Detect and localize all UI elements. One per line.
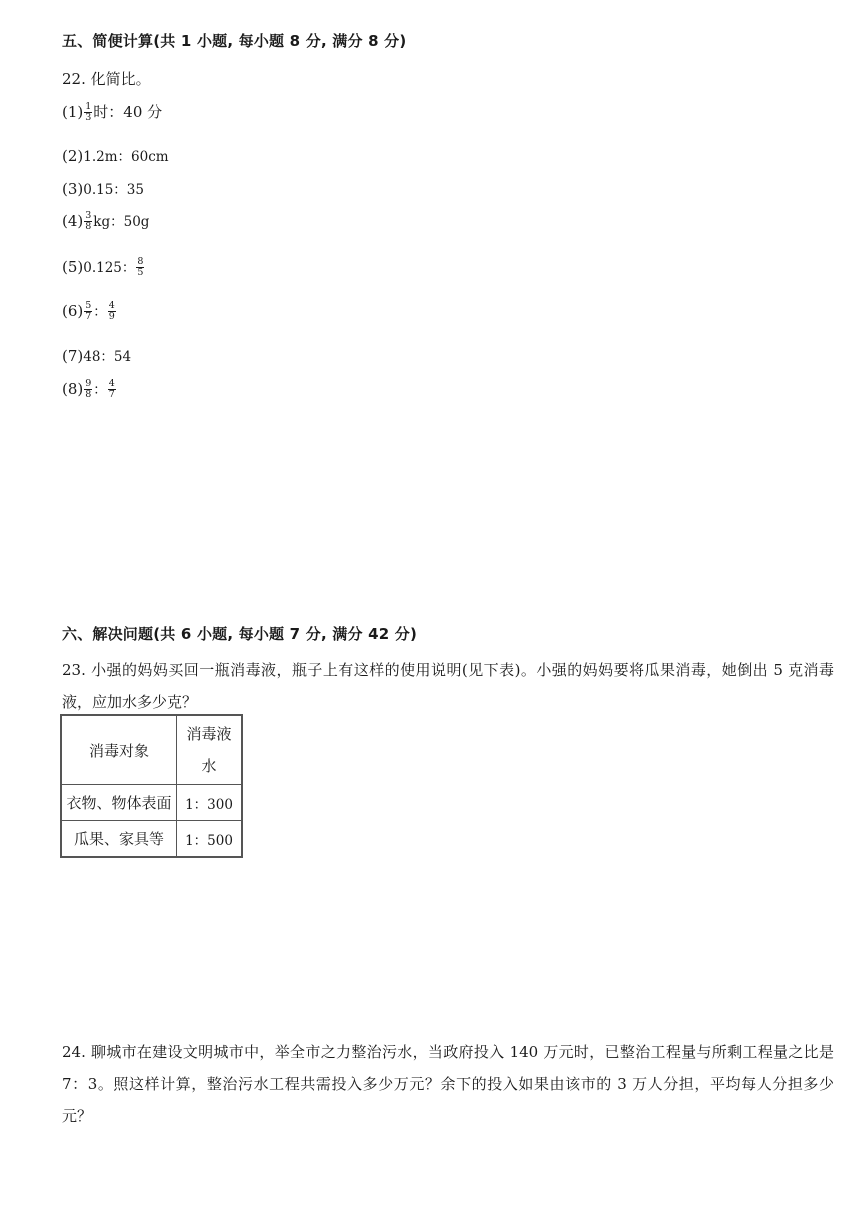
header-ratio-line1: 消毒液: [186, 725, 232, 743]
item-label: (8): [62, 380, 84, 398]
q22-item-8: [62, 378, 117, 401]
item-expression: 48：54: [83, 349, 132, 365]
cell-ratio: 1：500: [177, 821, 243, 858]
denominator: 8: [85, 220, 92, 232]
item-expression: 时：40 分: [93, 103, 163, 121]
cell-object: 衣物、物体表面: [61, 785, 177, 821]
q22-item-5: [62, 256, 145, 279]
numerator: 4: [108, 377, 115, 389]
numerator: 8: [137, 255, 144, 267]
cell-object: 瓜果、家具等: [61, 821, 177, 858]
question-23-text: 23. 小强的妈妈买回一瓶消毒液，瓶子上有这样的使用说明(见下表)。小强的妈妈要将瓜果消毒，她倒出 5 克消毒液，应加水多少克？: [62, 661, 834, 711]
numerator: 4: [108, 299, 115, 311]
fraction: [84, 211, 92, 232]
item-label: (1): [62, 103, 84, 121]
q22-item-4: [62, 210, 149, 233]
question-22-title: 22. 化简比。: [62, 70, 151, 88]
fraction: [84, 102, 92, 123]
item-label: (5): [62, 258, 84, 276]
denominator: 7: [108, 388, 115, 400]
section-6-heading: 六、解决问题(共 6 小题, 每小题 7 分, 满分 42 分): [62, 625, 418, 643]
denominator: 8: [85, 388, 92, 400]
fraction: [84, 301, 92, 322]
header-object: 消毒对象: [61, 715, 177, 785]
section-5-heading: 五、简便计算(共 1 小题, 每小题 8 分, 满分 8 分): [62, 32, 407, 50]
q22-item-7: [62, 345, 131, 365]
fraction: [108, 379, 116, 400]
item-label: (2): [62, 147, 84, 165]
denominator: 3: [85, 111, 92, 123]
q22-item-3: [62, 178, 144, 198]
table-row: [61, 821, 242, 858]
denominator: 9: [108, 310, 115, 322]
header-ratio-line2: 水: [201, 757, 217, 775]
fraction: [136, 257, 144, 278]
denominator: 7: [85, 310, 92, 322]
q22-item-6: [62, 300, 117, 323]
cell-ratio: 1：300: [177, 785, 243, 821]
item-expression: 0.15：35: [83, 182, 144, 198]
fraction: [108, 301, 116, 322]
item-label: (7): [62, 347, 84, 365]
question-24-text: 24. 聊城市在建设文明城市中，举全市之力整治污水，当政府投入 140 万元时，已整治工程量与所剩工程量之比是 7：3。照这样计算，整治污水工程共需投入多少万元？余下的投入如果由该市的 3 万人分担，平均每人分担多少元？: [62, 1043, 834, 1125]
q22-item-1: [62, 101, 162, 124]
table-row: [61, 785, 242, 821]
fraction: [84, 379, 92, 400]
ratio-separator: ：: [93, 382, 107, 398]
numerator: 9: [85, 377, 92, 389]
usage-table: [60, 714, 243, 858]
item-label: (6): [62, 302, 84, 320]
item-label: (3): [62, 180, 84, 198]
ratio-separator: ：: [93, 304, 107, 320]
item-label: (4): [62, 212, 84, 230]
numerator: 1: [85, 100, 92, 112]
item-expression: 0.125：: [83, 260, 136, 276]
denominator: 5: [137, 266, 144, 278]
q22-item-2: [62, 145, 169, 165]
item-expression: 1.2m：60cm: [83, 149, 169, 165]
header-ratio: [177, 715, 243, 785]
table-header-row: [61, 715, 242, 785]
item-expression: kg：50g: [93, 214, 150, 230]
numerator: 5: [85, 299, 92, 311]
numerator: 3: [85, 209, 92, 221]
